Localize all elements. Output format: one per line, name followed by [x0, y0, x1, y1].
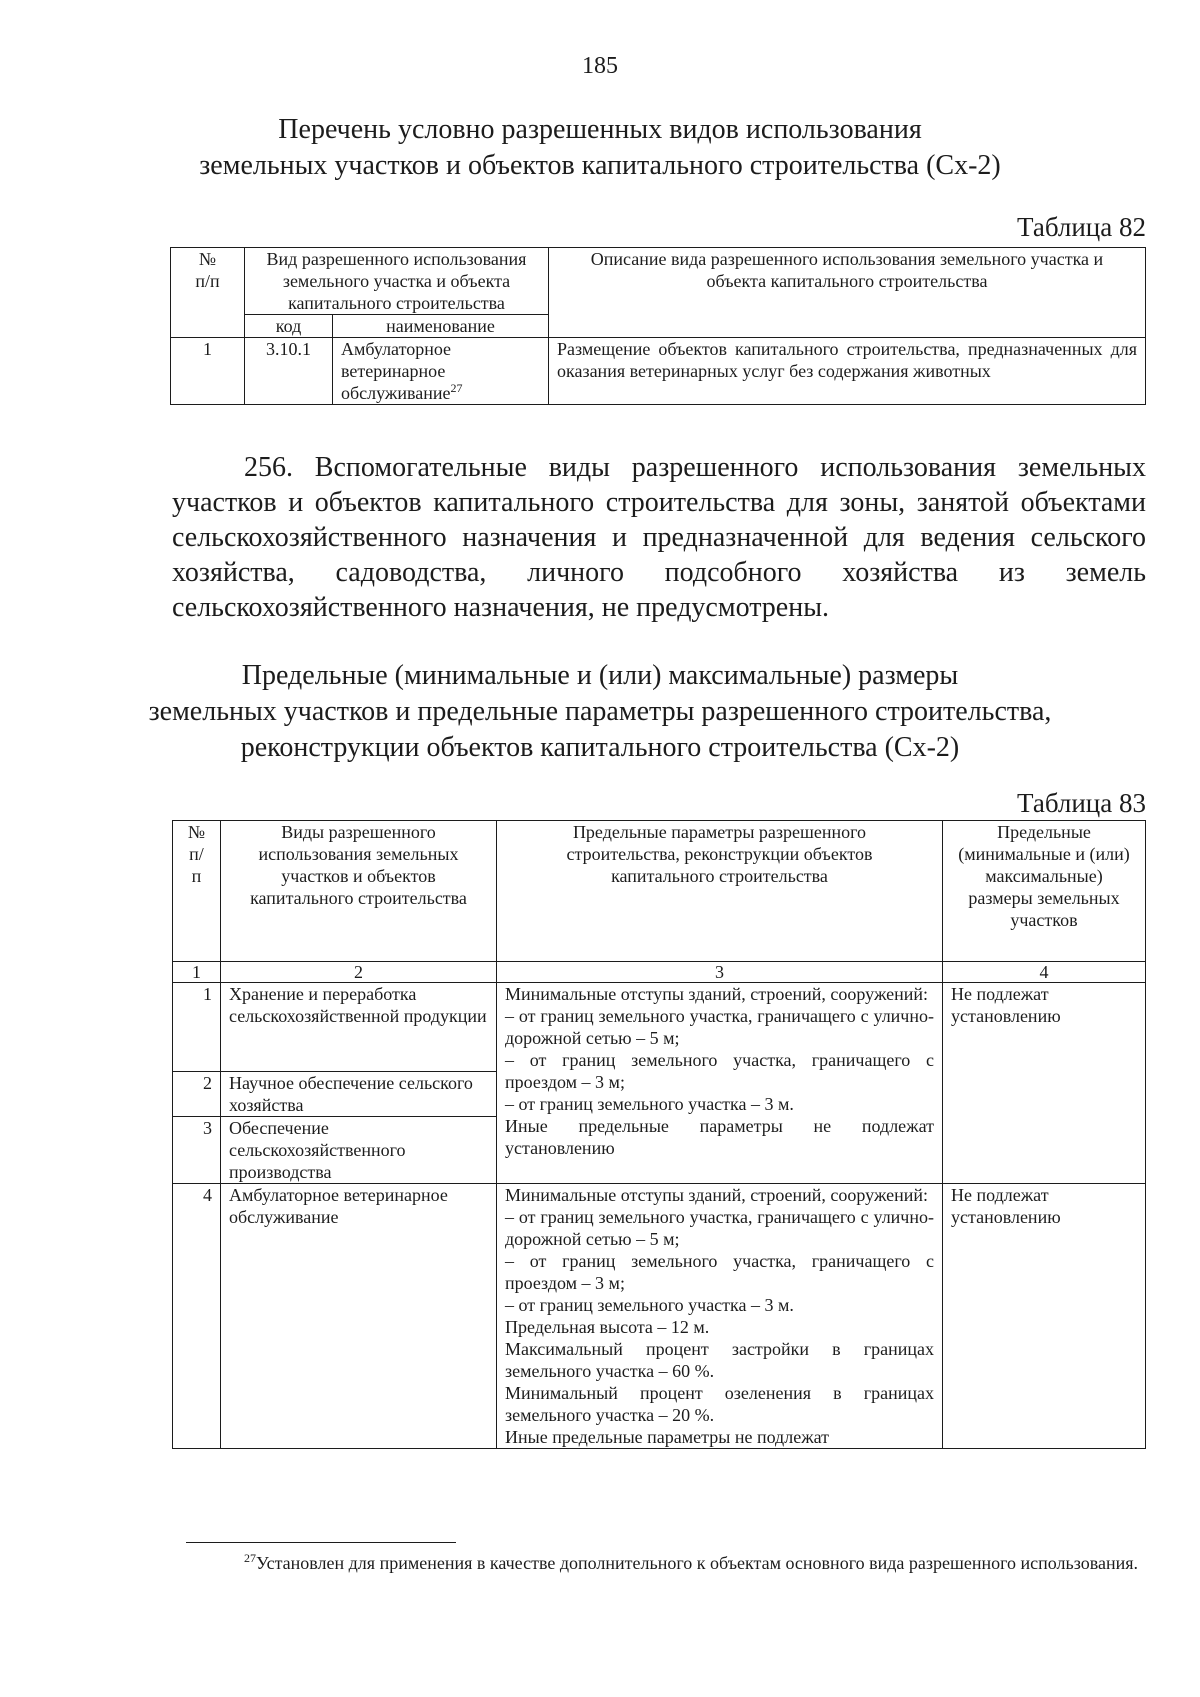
table-83: [172, 820, 1146, 1449]
table83-column-numbers-row: [173, 962, 1146, 983]
table83-row1-name: Хранение и переработка сельскохозяйственной продукции: [221, 983, 497, 1072]
params-line: Предельная высота – 12 м.: [505, 1317, 710, 1337]
table83-colnum-4: 4: [943, 962, 1146, 983]
params-line: – от границ земельного участка – 3 м.: [505, 1094, 794, 1114]
params-line: Минимальный процент озеленения в границах земельного участка – 20 %.: [505, 1383, 934, 1425]
params-line: – от границ земельного участка, граничащего с проездом – 3 м;: [505, 1050, 934, 1092]
table82-row-name-text: Амбулаторное ветеринарное обслуживание: [341, 339, 452, 403]
table-row: [171, 338, 1146, 405]
params-line: Минимальные отступы зданий, строений, сооружений:: [505, 984, 929, 1004]
page-number: 185: [582, 53, 618, 79]
table83-title-line2: земельных участков и предельные параметры разрешенного строительства,: [148, 696, 1052, 727]
table83-label: Таблица 83: [1017, 788, 1146, 818]
table83-colnum-1: 1: [173, 962, 221, 983]
table83-row4-sizes: Не подлежат установлению: [943, 1184, 1146, 1449]
paragraph-256: 256. Вспомогательные виды разрешенного использования земельных участков и объектов капитального строительства для зоны, занятой объектами сельскохозяйственного назначения и предназначенной для ведения сельского хозяйства, садоводства, личного подсобного хозяйства из земель сельскохозяйственного назначения, не предусмотрены.: [172, 452, 1146, 623]
table82-header-vid: Вид разрешенного использования земельного участка и объекта капитального строительства: [245, 248, 549, 315]
table83-row1-params: [497, 983, 943, 1184]
params-line: – от границ земельного участка, граничащего с проездом – 3 м;: [505, 1251, 934, 1293]
table83-colnum-2: 2: [221, 962, 497, 983]
table83-row1-num: 1: [173, 983, 221, 1072]
table83-row4-params: [497, 1184, 943, 1449]
table83-title: [120, 658, 1080, 766]
table83-title-line1: Предельные (минимальные и (или) максимальные) размеры: [241, 660, 959, 691]
table82-title-line1: Перечень условно разрешенных видов использования: [278, 114, 922, 145]
footnote-mark: 27: [244, 1551, 256, 1565]
table83-header-row: [173, 821, 1146, 962]
table83-header-vid: Виды разрешенного использования земельных участков и объектов капитального строительства: [221, 821, 497, 962]
params-line: – от границ земельного участка – 3 м.: [505, 1295, 794, 1315]
table83-row3-name: Обеспечение сельскохозяйственного производства: [221, 1117, 497, 1184]
table83-header-params: Предельные параметры разрешенного строительства, реконструкции объектов капитального строительства: [497, 821, 943, 962]
table83-row4-name: Амбулаторное ветеринарное обслуживание: [221, 1184, 497, 1449]
params-line: – от границ земельного участка, граничащего с улично-дорожной сетью – 5 м;: [505, 1207, 934, 1249]
table-row: [173, 1184, 1146, 1449]
table82-header-num: № п/п: [171, 248, 245, 338]
table82-header-code: код: [245, 315, 333, 338]
table83-title-line3: реконструкции объектов капитального строительства (Сх-2): [240, 732, 960, 763]
footnote-reference: 27: [450, 381, 463, 395]
table82-row-description: Размещение объектов капитального строительства, предназначенных для оказания ветеринарных услуг без содержания животных: [549, 338, 1146, 405]
table83-row4-num: 4: [173, 1184, 221, 1449]
table82-title: [120, 112, 1080, 184]
table82-row-num: 1: [171, 338, 245, 405]
table83-colnum-3: 3: [497, 962, 943, 983]
table82-header-row: [171, 248, 1146, 315]
table83-row2-num: 2: [173, 1072, 221, 1117]
table82-row-name: [333, 338, 549, 405]
table82-header-name: наименование: [333, 315, 549, 338]
params-line: Иные предельные параметры не подлежат установлению: [505, 1116, 934, 1158]
table-82: [170, 247, 1146, 405]
footnote-text: Установлен для применения в качестве дополнительного к объектам основного вида разрешенного использования.: [256, 1553, 1139, 1573]
table83-row3-num: 3: [173, 1117, 221, 1184]
footnote: [172, 1550, 1146, 1576]
table83-header-sizes: Предельные (минимальные и (или) максимальные) размеры земельных участков: [943, 821, 1146, 962]
table82-title-line2: земельных участков и объектов капитального строительства (Сх-2): [199, 150, 1001, 181]
params-line: – от границ земельного участка, граничащего с улично-дорожной сетью – 5 м;: [505, 1006, 934, 1048]
params-line: Иные предельные параметры не подлежат: [505, 1427, 830, 1447]
table82-row-code: 3.10.1: [245, 338, 333, 405]
footnote-separator: [186, 1542, 456, 1543]
table83-header-num: № п/ п: [173, 821, 221, 962]
table83-row2-name: Научное обеспечение сельского хозяйства: [221, 1072, 497, 1117]
table82-header-description: Описание вида разрешенного использования земельного участка и объекта капитального строительства: [549, 248, 1146, 338]
table82-label: Таблица 82: [1017, 212, 1146, 242]
params-line: Минимальные отступы зданий, строений, сооружений:: [505, 1185, 929, 1205]
params-line: Максимальный процент застройки в границах земельного участка – 60 %.: [505, 1339, 934, 1381]
table83-row1-sizes: Не подлежат установлению: [943, 983, 1146, 1184]
table-row: [173, 983, 1146, 1072]
